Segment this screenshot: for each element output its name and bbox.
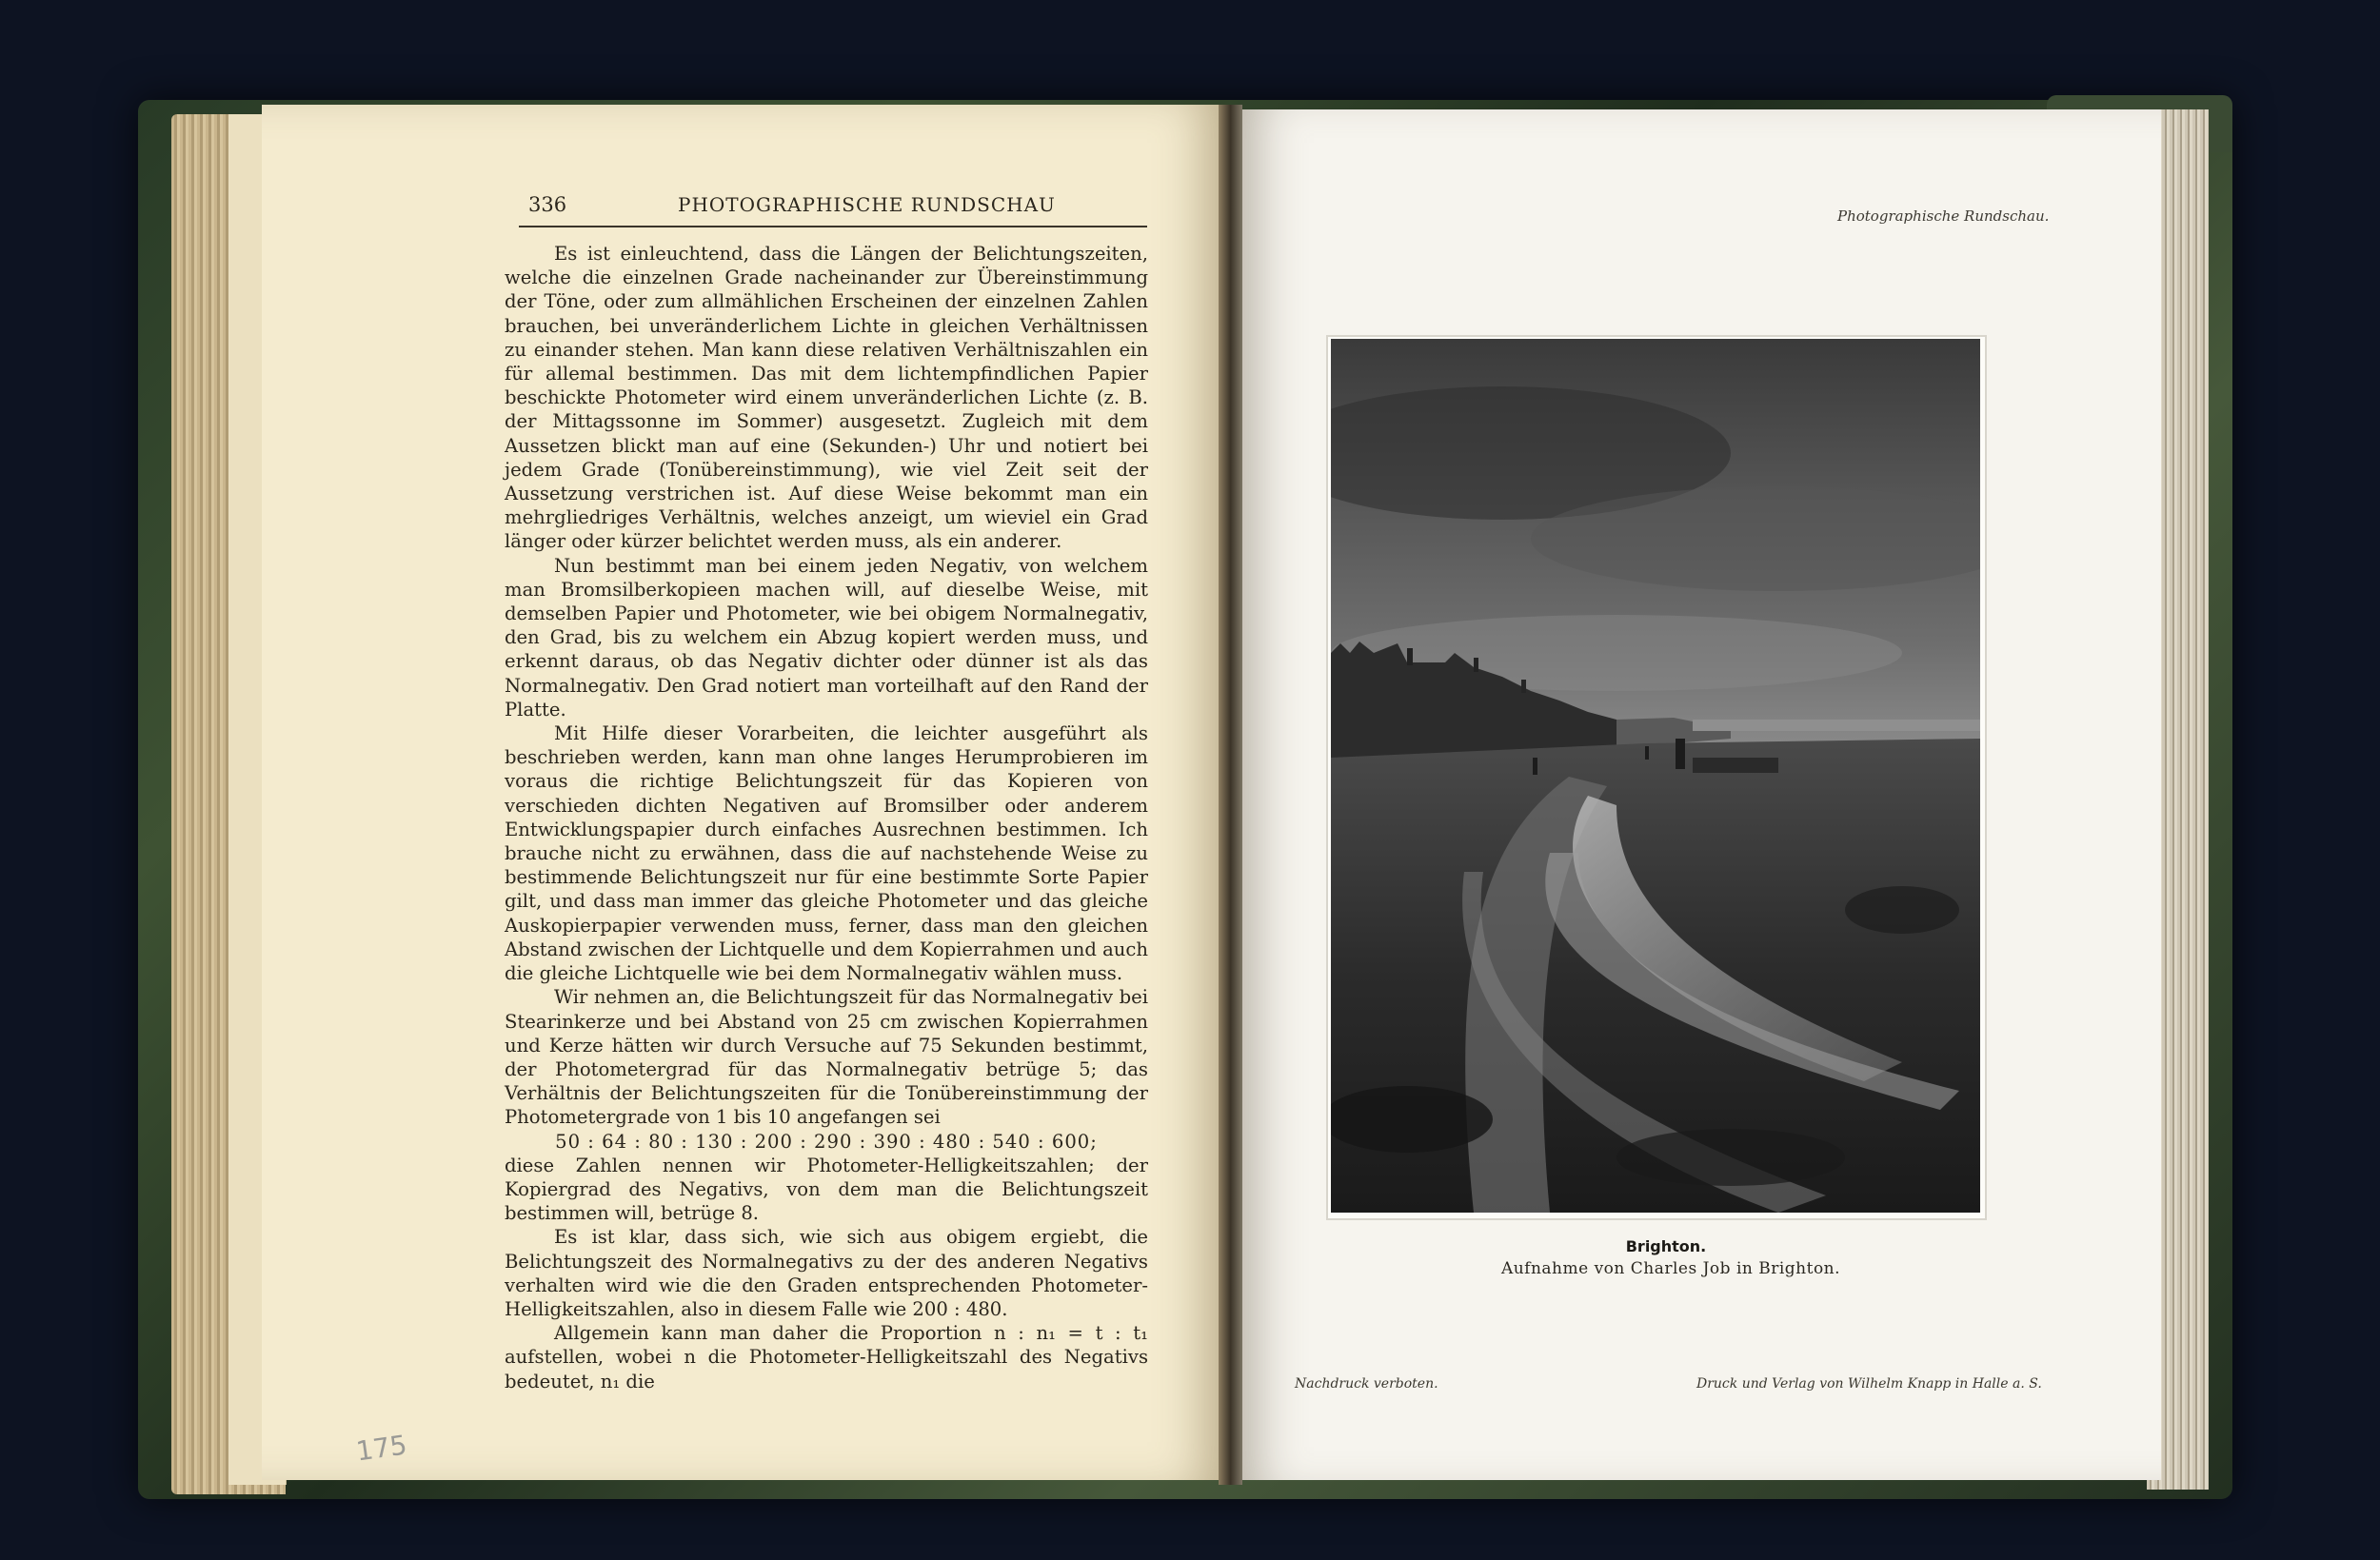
paragraph: Allgemein kann man daher die Proportion n : n₁ = t : t₁ aufstellen, wobei n die Photometer-Helligkeitszahl des Negativs bedeutet, n₁ die: [505, 1322, 1148, 1392]
body-text: [505, 242, 1148, 1393]
caption-credit: Aufnahme von Charles Job in Brighton.: [1500, 1259, 1841, 1278]
paragraph: Mit Hilfe dieser Vorarbeiten, die leichter ausgeführt als beschrieben werden, kann man ohne langes Herumprobieren im voraus die richtige Belichtungszeit für das Kopieren von verschieden dichten Negativen auf Bromsilber oder anderem Entwicklungspapier durch einfaches Ausrechnen bestimmen. Ich brauche nicht zu erwähnen, dass die auf nachstehende Weise zu bestimmende Belichtungszeit nur für eine bestimmte Sorte Papier gilt, und dass man immer das gleiche Photometer und das gleiche Auskopierpapier verwenden muss, ferner, dass man den gleichen Abstand zwischen der Lichtquelle und dem Kopierrahmen und auch die gleiche Lichtquelle wie bei dem Normalnegativ wählen muss.: [505, 722, 1148, 985]
book-gutter: [1219, 105, 1242, 1485]
paragraph: diese Zahlen nennen wir Photometer-Helligkeitszahlen; der Kopiergrad des Negativs, von dem man die Belichtungszeit bestimmen will, betrüge 8.: [505, 1154, 1148, 1225]
footer-publisher: Druck und Verlag von Wilhelm Knapp in Halle a. S.: [1696, 1376, 2042, 1392]
page-number: 336: [528, 193, 567, 216]
paragraph: Nun bestimmt man bei einem jeden Negativ, von welchem man Bromsilberkopieen machen will, auf dieselbe Weise, mit demselben Papier und Photometer, wie bei obigem Normalnegativ, den Grad, bis zu welchem ein Abzug kopiert werden muss, und erkennt daraus, ob das Negativ dichter oder dünner ist als das Normalnegativ. Den Grad notiert man vorteilhaft auf den Rand der Platte.: [505, 554, 1148, 721]
paragraph: Es ist einleuchtend, dass die Längen der Belichtungszeiten, welche die einzelnen Grade nacheinander zur Übereinstimmung der Töne, oder zum allmählichen Erscheinen der einzelnen Zahlen brauchen, bei unveränderlichem Lichte in gleichen Verhältnissen zu einander stehen. Man kann diese relativen Verhältniszahlen ein für allemal bestimmen. Das mit dem lichtempfindlichen Papier beschickte Photometer wird einem unveränderlichen Lichte (z. B. der Mittagssonne im Sommer) ausgesetzt. Zugleich mit dem Aussetzen blickt man auf eine (Sekunden-) Uhr und notiert bei jedem Grade (Tonübereinstimmung), wie viel Zeit seit der Aussetzung verstrichen ist. Auf diese Weise bekommt man ein mehrgliedriges Verhältnis, welches anzeigt, um wieviel ein Grad länger oder kürzer belichtet werden muss, als ein anderer.: [505, 243, 1148, 553]
formula: 50 : 64 : 80 : 130 : 200 : 290 : 390 : 480 : 540 : 600;: [555, 1130, 1098, 1153]
header-rule: [519, 226, 1147, 227]
running-head: PHOTOGRAPHISCHE RUNDSCHAU: [678, 193, 1056, 216]
paragraph: Es ist klar, dass sich, wie sich aus obigem ergiebt, die Belichtungszeit des Normalnegativs zu der des anderen Negativs verhalten wird wie die den Graden entsprechenden Photometer-Helligkeitszahlen, also in diesem Falle wie 200 : 480.: [505, 1226, 1148, 1320]
caption-title: Brighton.: [1625, 1237, 1707, 1255]
pencil-mark: 175: [353, 1429, 409, 1468]
paragraph: Wir nehmen an, die Belichtungszeit für das Normalnegativ bei Stearinkerze und bei Abstand von 25 cm zwischen Kopierrahmen und Kerze hätten wir durch Versuche auf 75 Sekunden bestimmt, der Photometergrad für das Normalnegativ betrüge 5; das Verhältnis der Belichtungszeiten für die Tonübereinstimmung der Photometergrade von 1 bis 10 angefangen sei: [505, 986, 1148, 1129]
brighton-photograph: [1331, 339, 1980, 1213]
footer-reprint-note: Nachdruck verboten.: [1295, 1376, 1438, 1392]
plate-header: Photographische Rundschau.: [1837, 207, 2050, 225]
